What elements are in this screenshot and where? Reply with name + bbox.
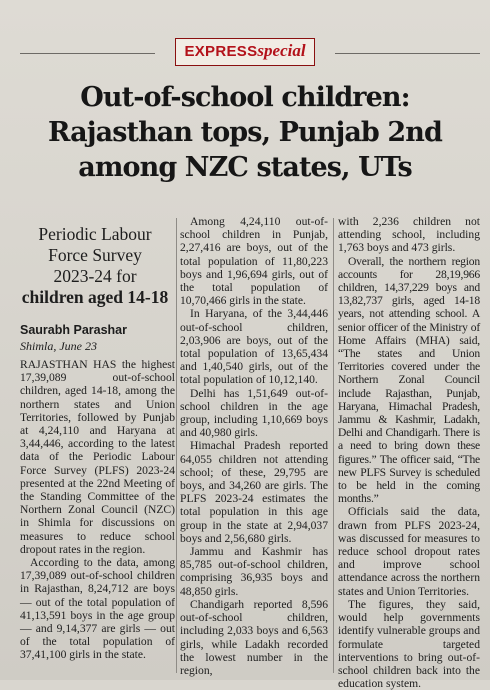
section-badge-wrap	[0, 38, 490, 66]
column-2	[180, 215, 328, 677]
paragraph-12: The figures, they said, would help governments identify vulnerable groups and formulate targeted interventions to bring out-of-school children back into the education system.	[338, 597, 480, 690]
column-1	[20, 358, 175, 662]
dateline: Shimla, June 23	[20, 339, 97, 353]
paragraph-4: In Haryana, of the 3,44,446 out-of-school children, 2,03,906 are boys, out of the total population of 13,65,434 and 1,40,540 girls, out of the total population of 10,12,140.	[180, 307, 328, 387]
deck-line-1: Periodic Labour	[38, 224, 152, 244]
byline: Saurabh Parashar	[20, 323, 127, 337]
paragraph-1: RAJASTHAN HAS the highest 17,39,089 out-of-school children, aged 14-18, among the northern states and Union Territories, followed by Punjab at 4,24,110 and Haryana at 3,44,446, according to the latest data of the Periodic Labour Force Survey (PLFS) 2023-24 presented at the 22nd Meeting of the Standing Committee of the Northern Zonal Council (NZC) in Shimla for discussions on measures to reduce school dropout rates in the region.	[20, 358, 175, 556]
deck-line-2: Force Survey	[48, 245, 142, 265]
column-rule-2	[333, 218, 334, 673]
paragraph-5: Delhi has 1,51,649 out-of-school children in the age group, including 1,10,669 boys and 40,980 girls.	[180, 386, 328, 440]
headline-line-1: Out-of-school children:	[80, 82, 410, 113]
express-special-badge	[175, 38, 314, 66]
paragraph-6: Himachal Pradesh reported 64,055 children not attending school; of these, 29,795 are boys, and 34,260 are girls. The PLFS 2023-24 estimates the total population in this age group in the state at 2,94,037 boys and 2,56,680 girls.	[180, 439, 328, 545]
deck-line-4: children aged 14-18	[21, 287, 169, 307]
headline-line-3: among NZC states, UTs	[78, 152, 412, 183]
paragraph-10: Overall, the northern region accounts for 28,19,966 children, 14,37,229 boys and 13,82,737 girls, aged 14-18 years, not attending school. A senior officer of the Ministry of Home Affairs (MHA) said, “The states and Union Territories covered under the Northern Zonal Council include Rajasthan, Punjab, Haryana, Himachal Pradesh, Jammu & Kashmir, Ladakh, Delhi and Chandigarh. There is a need to bring down these figures.” The officer said, “The new PLFS Survey is scheduled to be held in the coming months.”	[338, 254, 480, 506]
paragraph-2: According to the data, among 17,39,089 out-of-school children in Rajasthan, 8,24,712 are boys — out of the total population of 41,13,591 boys in the age group — and 9,14,377 are girls — out of the total population of 37,41,100 girls in the state.	[20, 556, 175, 662]
column-rule-1	[176, 218, 177, 673]
paragraph-9: with 2,236 children not attending school, including 1,763 boys and 473 girls.	[338, 215, 480, 255]
paragraph-3: Among 4,24,110 out-of-school children in Punjab, 2,27,416 are boys, out of the total population of 11,80,223 boys and 1,96,694 girls, out of the total population of 10,70,466 girls in the state.	[180, 215, 328, 308]
deck	[10, 224, 180, 308]
headline-line-2: Rajasthan tops, Punjab 2nd	[47, 117, 442, 148]
badge-special: special	[257, 41, 306, 60]
paragraph-11: Officials said the data, drawn from PLFS 2023-24, was discussed for measures to reduce school dropout rates and improve school attendance across the northern states and Union Territories.	[338, 505, 480, 598]
column-3	[338, 215, 480, 690]
headline	[10, 80, 480, 185]
paragraph-7: Jammu and Kashmir has 85,785 out-of-school children, comprising 36,935 boys and 48,850 girls.	[180, 545, 328, 598]
paragraph-8: Chandigarh reported 8,596 out-of-school children, including 2,033 boys and 6,563 girls, while Ladakh recorded the lowest number in the region,	[180, 597, 328, 677]
deck-line-3: 2023-24 for	[53, 266, 137, 286]
badge-express: EXPRESS	[184, 43, 258, 60]
